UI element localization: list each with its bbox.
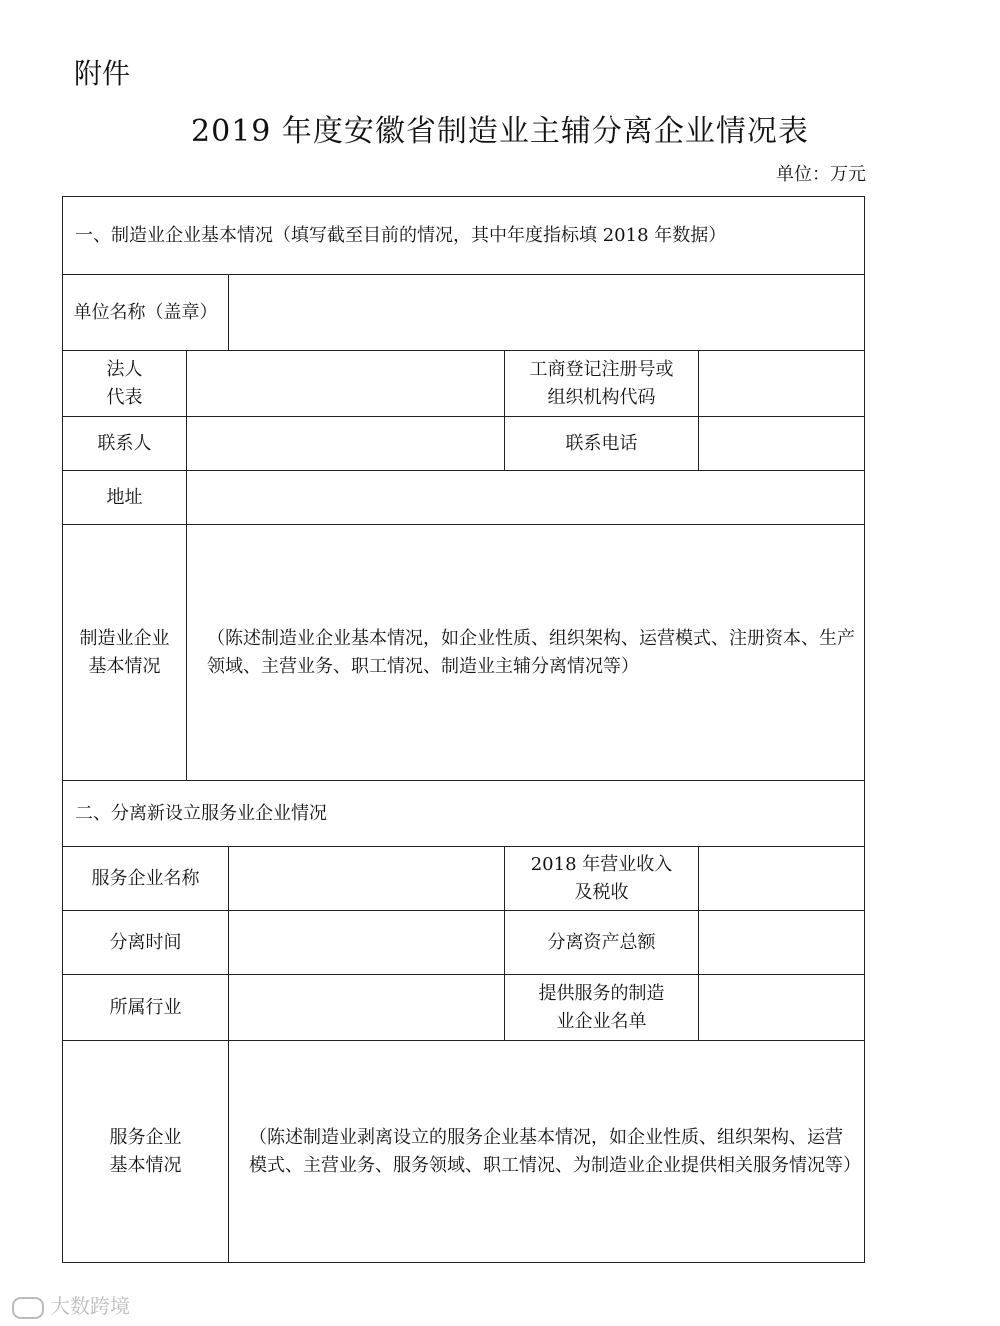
revenue-label <box>505 847 699 911</box>
manufacturer-basic-info-line2: 基本情况 <box>88 655 161 677</box>
attachment-label: 附件 <box>74 57 131 90</box>
address-field[interactable] <box>187 471 865 525</box>
reg-no-label-line1: 工商登记注册号或 <box>529 358 674 380</box>
watermark-logo-icon <box>12 1297 44 1319</box>
industry-row <box>63 975 865 1041</box>
reg-no-label <box>505 351 699 417</box>
unit-name-field[interactable] <box>229 275 865 351</box>
section2-row <box>63 781 865 847</box>
section2-heading: 二、分离新设立服务业企业情况 <box>63 781 865 847</box>
service-basic-info-line1: 服务企业 <box>109 1126 182 1148</box>
unit-label: 单位：万元 <box>776 164 866 185</box>
client-list-label-line1: 提供服务的制造 <box>538 982 665 1004</box>
reg-no-field[interactable] <box>699 351 865 417</box>
contact-row <box>63 417 865 471</box>
separation-time-row <box>63 911 865 975</box>
legal-rep-label-line1: 法人 <box>106 358 143 380</box>
address-label: 地址 <box>63 471 187 525</box>
service-name-label: 服务企业名称 <box>63 847 229 911</box>
separation-time-field[interactable] <box>229 911 505 975</box>
separation-time-label: 分离时间 <box>63 911 229 975</box>
service-basic-info-row <box>63 1041 865 1263</box>
manufacturer-basic-info-label <box>63 525 187 781</box>
revenue-label-line2: 及税收 <box>574 881 629 903</box>
watermark <box>12 1290 130 1319</box>
section1-row <box>63 197 865 275</box>
client-list-label <box>505 975 699 1041</box>
phone-field[interactable] <box>699 417 865 471</box>
manufacturer-basic-info-line1: 制造业企业 <box>79 627 170 649</box>
revenue-label-line1: 2018 年营业收入 <box>530 853 673 875</box>
section1-heading: 一、制造业企业基本情况（填写截至目前的情况，其中年度指标填 2018 年数据） <box>63 197 865 275</box>
enterprise-info-table <box>62 196 865 1263</box>
manufacturer-basic-info-field[interactable]: （陈述制造业企业基本情况，如企业性质、组织架构、运营模式、注册资本、生产领域、主营业务、职工情况、制造业主辅分离情况等） <box>187 525 865 781</box>
contact-label: 联系人 <box>63 417 187 471</box>
separation-assets-field[interactable] <box>699 911 865 975</box>
legal-rep-label-line2: 代表 <box>106 386 143 408</box>
address-row <box>63 471 865 525</box>
client-list-field[interactable] <box>699 975 865 1041</box>
contact-field[interactable] <box>187 417 505 471</box>
watermark-text: 大数跨境 <box>50 1294 130 1318</box>
reg-no-label-line2: 组织机构代码 <box>547 386 656 408</box>
service-basic-info-field[interactable]: （陈述制造业剥离设立的服务企业基本情况，如企业性质、组织架构、运营模式、主营业务、服务领域、职工情况、为制造业企业提供相关服务情况等） <box>229 1041 865 1263</box>
unit-name-label: 单位名称（盖章） <box>63 275 229 351</box>
phone-label: 联系电话 <box>505 417 699 471</box>
service-name-row <box>63 847 865 911</box>
service-name-field[interactable] <box>229 847 505 911</box>
service-basic-info-line2: 基本情况 <box>109 1154 182 1176</box>
legal-rep-field[interactable] <box>187 351 505 417</box>
legal-rep-row <box>63 351 865 417</box>
unit-name-row <box>63 275 865 351</box>
client-list-label-line2: 业企业名单 <box>556 1010 647 1032</box>
document-title: 2019 年度安徽省制造业主辅分离企业情况表 <box>191 114 809 149</box>
separation-assets-label: 分离资产总额 <box>505 911 699 975</box>
industry-label: 所属行业 <box>63 975 229 1041</box>
manufacturer-basic-info-row <box>63 525 865 781</box>
revenue-field[interactable] <box>699 847 865 911</box>
service-basic-info-label <box>63 1041 229 1263</box>
industry-field[interactable] <box>229 975 505 1041</box>
legal-rep-label <box>63 351 187 417</box>
